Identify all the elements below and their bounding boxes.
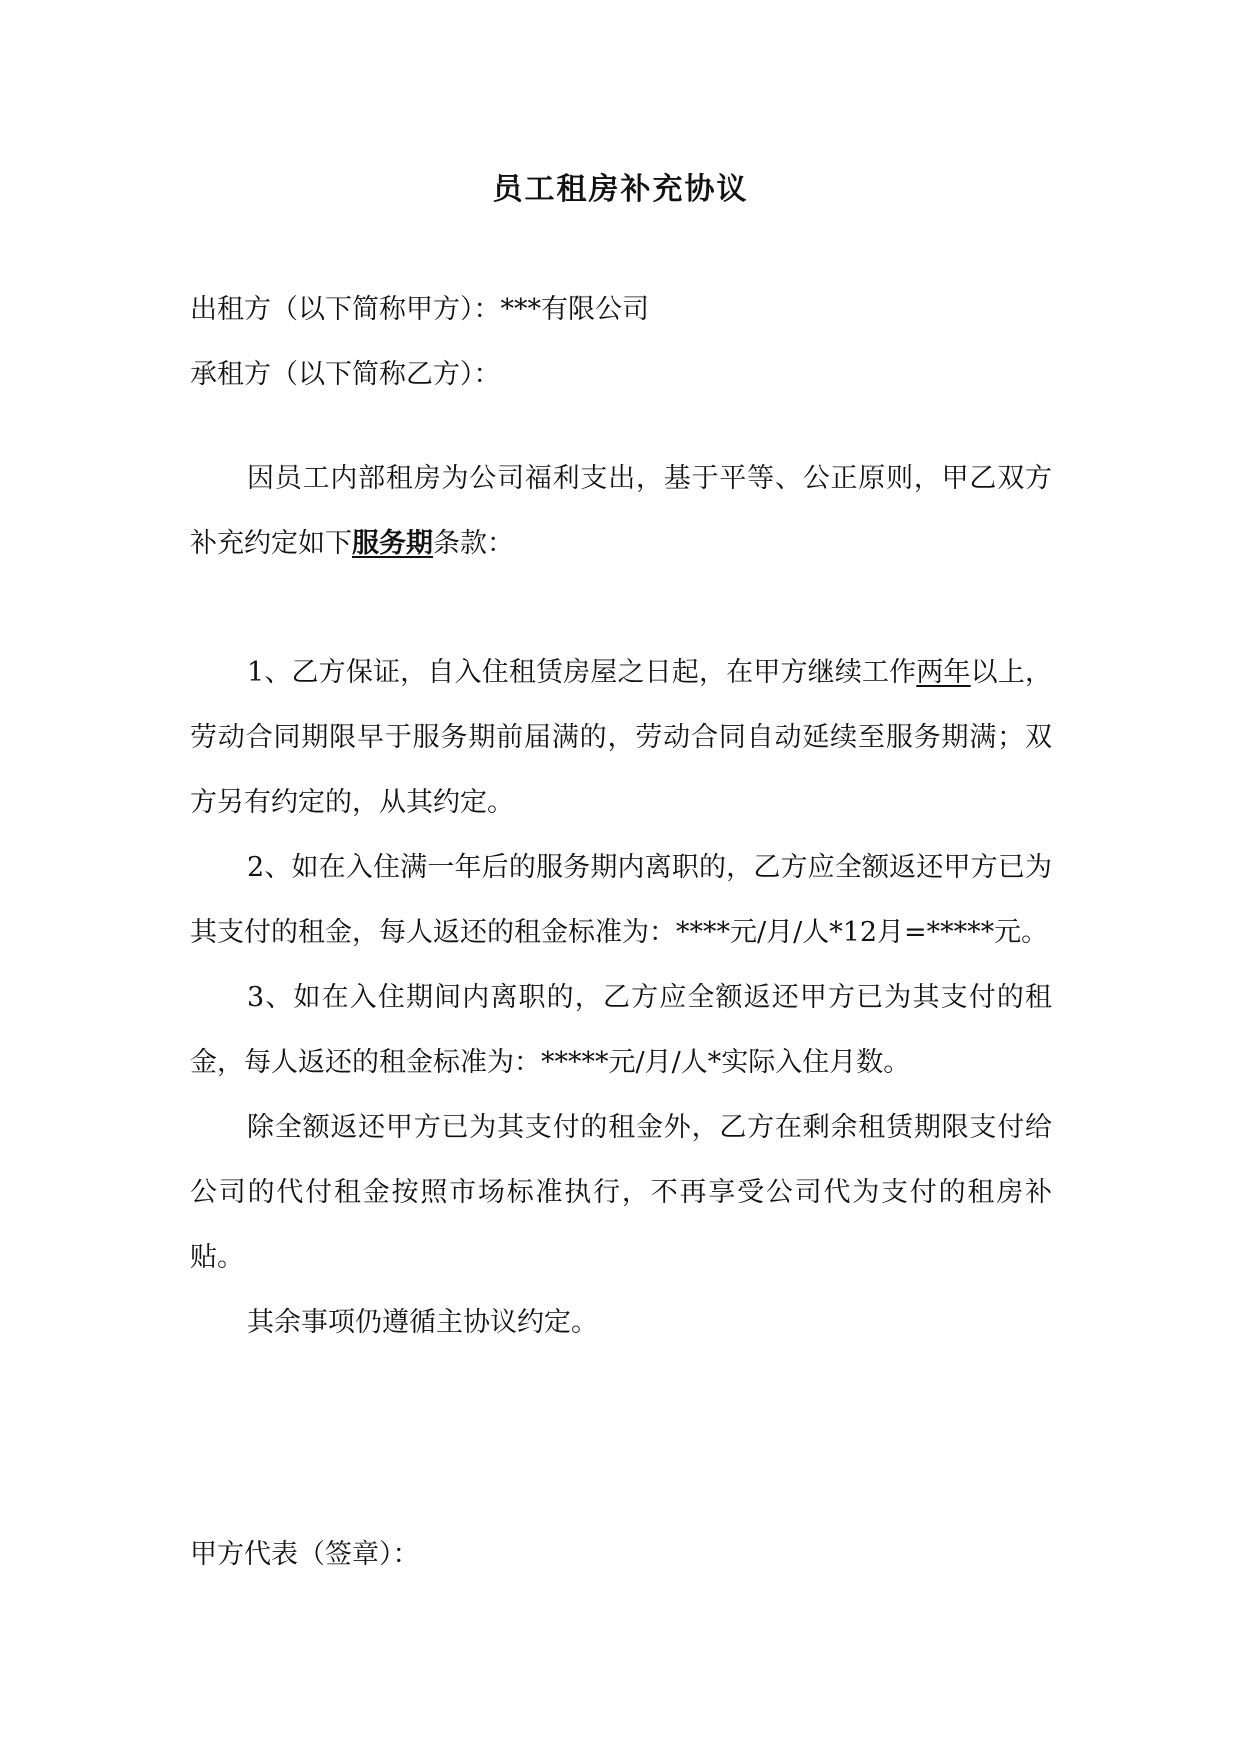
- remaining-matters: 其余事项仍遵循主协议约定。: [247, 1307, 598, 1338]
- clause-2: 2、如在入住满一年后的服务期内离职的，乙方应全额返还甲方已为其支付的租金，每人返还的租金标准为：****元/月/人*12月=*****元。: [190, 852, 1052, 948]
- clauses-section: [190, 640, 1052, 1355]
- clause-1-after: 以上，劳动合同期限早于服务期前届满的，劳动合同自动延续至服务期满；双方另有约定的，从其约定。: [190, 657, 1053, 818]
- service-period-term: 服务期: [352, 528, 433, 559]
- intro-text-after: 条款：: [433, 528, 514, 559]
- lessee-line: 承租方（以下简称乙方）：: [190, 359, 501, 390]
- clause-1-before: 1、乙方保证，自入住租赁房屋之日起，在甲方继续工作: [247, 657, 917, 688]
- clause-3: 3、如在入住期间内离职的，乙方应全额返还甲方已为其支付的租金，每人返还的租金标准为：*****元/月/人*实际入住月数。: [190, 982, 1052, 1078]
- intro-text-before: 因员工内部租房为公司福利支出，基于平等、公正原则，甲乙双方补充约定如下: [190, 463, 1052, 559]
- extra-clause: 除全额返还甲方已为其支付的租金外，乙方在剩余租赁期限支付给公司的代付租金按照市场标准执行，不再享受公司代为支付的租房补贴。: [190, 1112, 1052, 1273]
- intro-text: [190, 446, 1052, 576]
- party-a-signature-line: 甲方代表（签章）：: [190, 1539, 420, 1570]
- lessor-line: 出租方（以下简称甲方）：***有限公司: [190, 294, 649, 325]
- document-title: 员工租房补充协议: [492, 172, 749, 207]
- two-years-term: 两年: [916, 657, 971, 688]
- intro-paragraph: [190, 446, 1052, 576]
- clause-1: [190, 640, 1052, 835]
